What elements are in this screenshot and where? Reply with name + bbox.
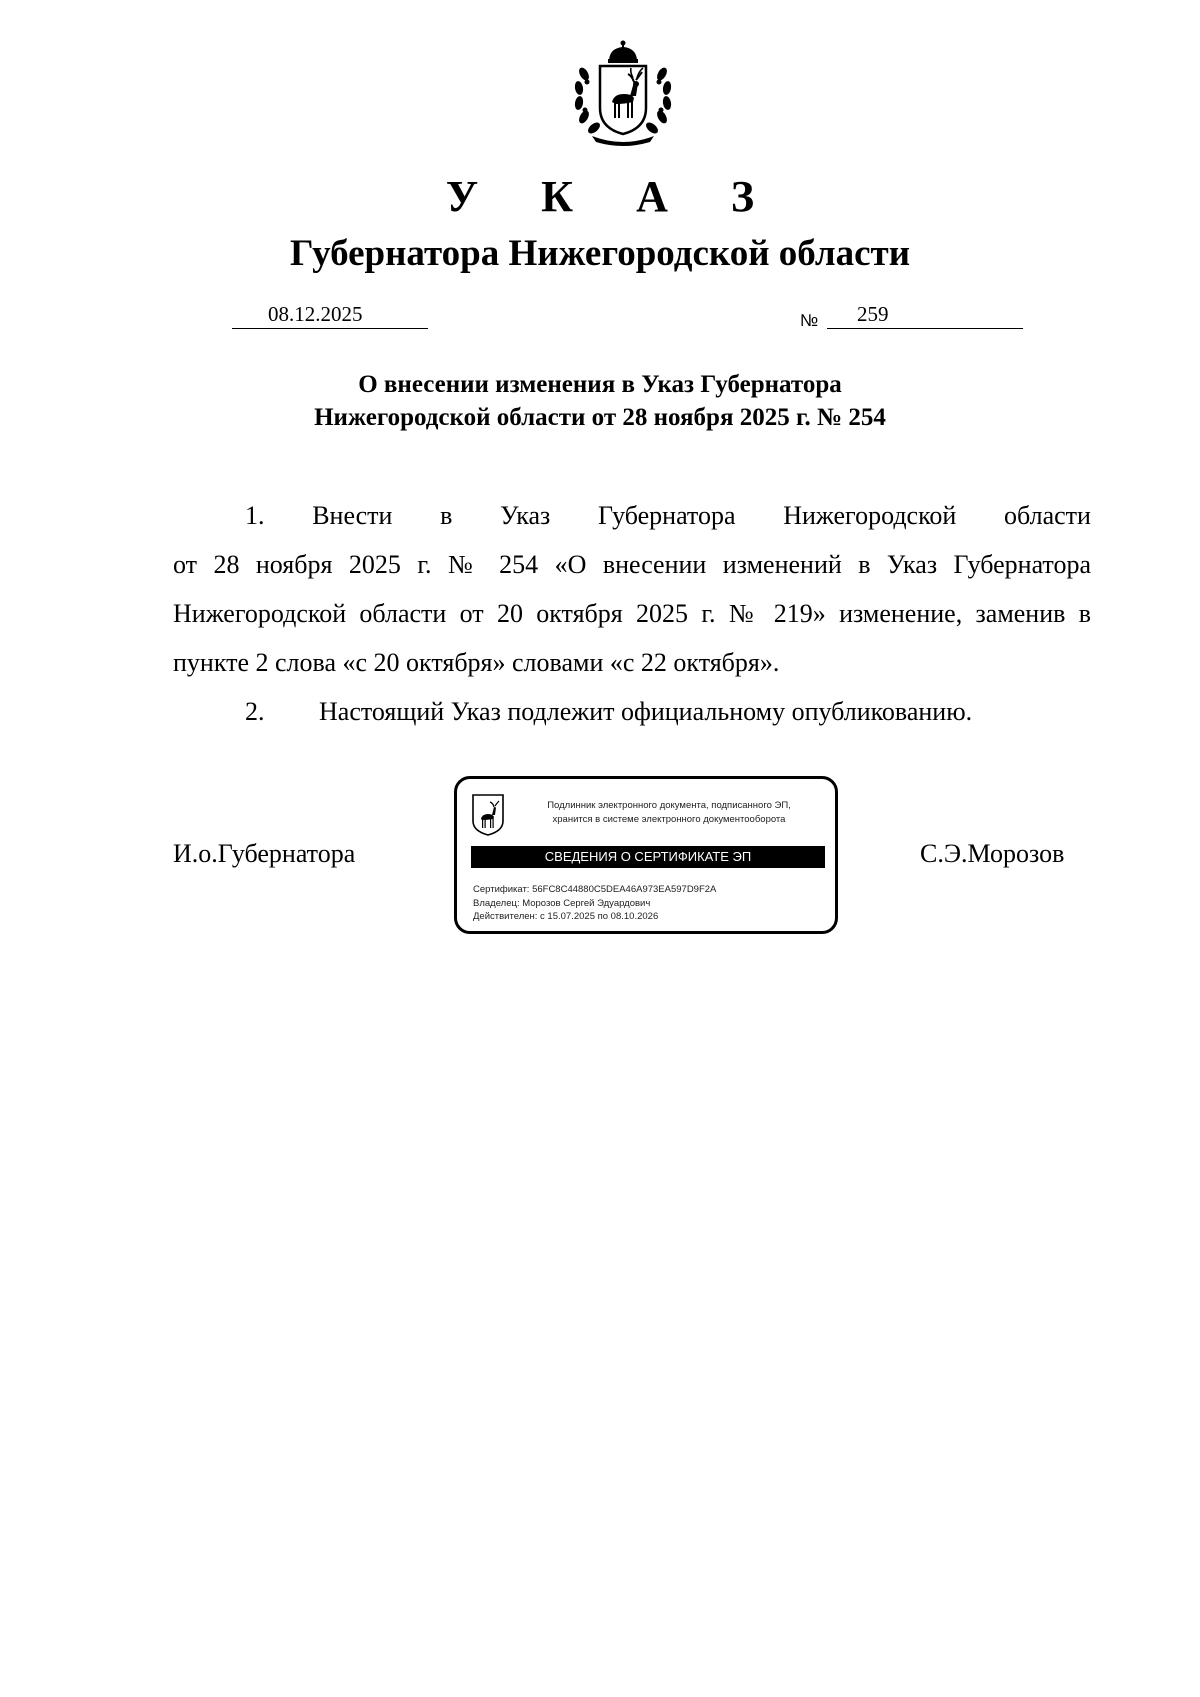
document-subject — [0, 368, 1200, 434]
coat-of-arms-icon — [570, 38, 676, 146]
subject-line-1: О внесении изменения в Указ Губернатора — [358, 371, 842, 398]
paragraph-2-number: 2. — [245, 697, 265, 726]
word: Указ — [500, 501, 551, 530]
number-label: № — [800, 311, 819, 330]
subject-line-2: Нижегородской области от 28 ноября 2025 г. № 254 — [314, 404, 886, 431]
stamp-note-line-2: хранится в системе электронного документооборота — [552, 814, 786, 825]
stamp-note — [519, 799, 819, 827]
number-field — [827, 302, 1023, 329]
paragraph-1-text: от 28 ноября 2025 г. № 254 «О внесении изменений в Указ Губернатора Нижегородской области от 20 октября 2025 г. № 219» изменение, заменив в пункте 2 слова «с 20 октября» словами «с 22 октября». — [173, 550, 1091, 677]
paragraph-1 — [173, 491, 1091, 687]
certificate-serial: Сертификат: 56FC8C44880C5DEA46A973EA597D9F2A — [473, 884, 717, 895]
word: Нижегородской — [783, 501, 957, 530]
electronic-signature-stamp — [454, 776, 838, 934]
paragraph-2 — [173, 687, 1091, 736]
certificate-validity: Действителен: с 15.07.2025 по 08.10.2026 — [473, 911, 659, 922]
paragraph-1-first-line — [173, 491, 1091, 540]
date-field — [232, 302, 428, 329]
certificate-details — [473, 883, 716, 924]
document-type-heading: У К А З — [445, 172, 781, 221]
issuer-heading: Губернатора Нижегородской области — [289, 233, 911, 274]
signatory-title: И.о.Губернатора — [173, 839, 356, 868]
certificate-owner: Владелец: Морозов Сергей Эдуардович — [473, 897, 651, 909]
word: Внести — [312, 501, 393, 530]
word: области — [1004, 501, 1091, 530]
word: в — [440, 501, 453, 530]
certificate-info-bar: СВЕДЕНИЯ О СЕРТИФИКАТЕ ЭП — [471, 846, 825, 868]
paragraph-1-number: 1. — [245, 501, 265, 530]
word: Губернатора — [598, 501, 736, 530]
stamp-note-line-1: Подлинник электронного документа, подписанного ЭП, — [547, 800, 791, 811]
signatory-name: С.Э.Морозов — [920, 839, 1065, 868]
deer-shield-icon — [471, 793, 505, 837]
document-number: 259 — [857, 302, 889, 326]
document-date: 08.12.2025 — [268, 302, 363, 326]
document-body — [173, 491, 1091, 736]
paragraph-2-text: Настоящий Указ подлежит официальному опубликованию. — [319, 697, 973, 726]
